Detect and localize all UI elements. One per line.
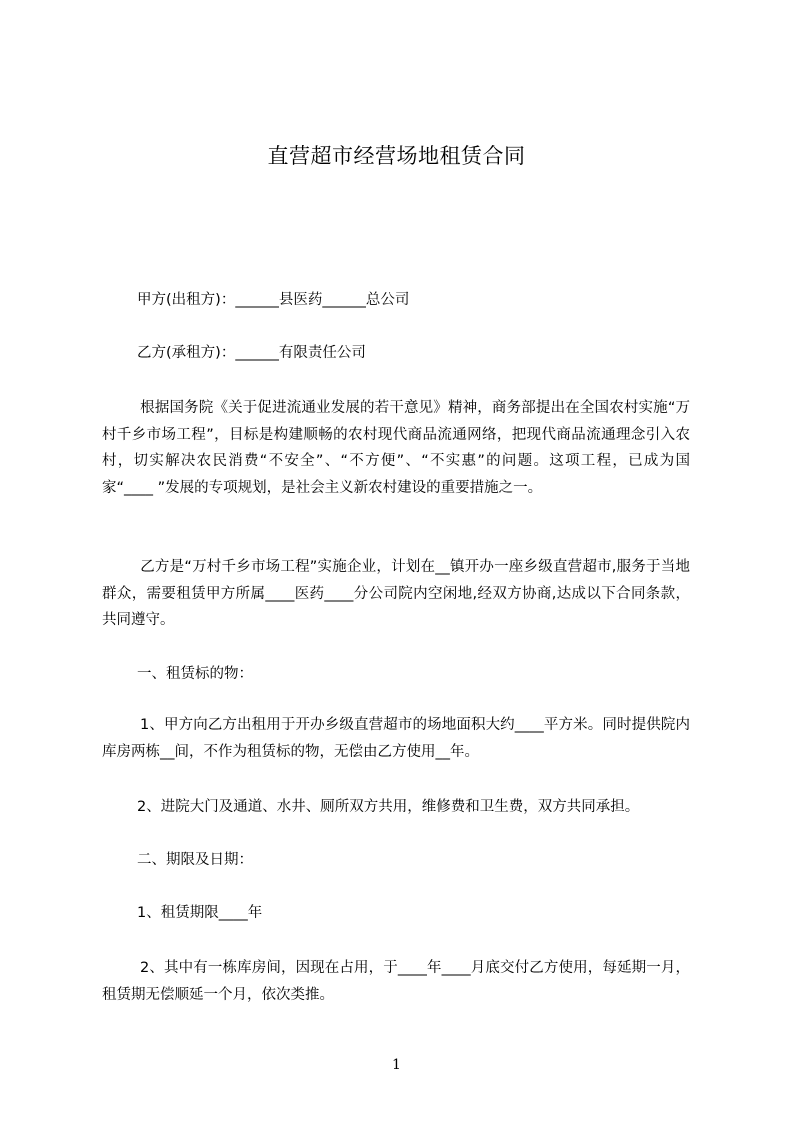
party-a-line: 甲方(出租方)：______县医药______总公司: [137, 292, 410, 308]
paragraph-party-b-intro-text: 乙方是“万村千乡市场工程”实施企业，计划在__镇开办一座乡级直营超市,服务于当地群众，需要租赁甲方所属____医药____分公司院内空闲地,经双方协商,达成以下合同条款，共同遵守。: [102, 559, 690, 628]
section-1-item-1-text: 1、甲方向乙方出租用于开办乡级直营超市的场地面积大约____平方米。同时提供院内库房两栋__间，不作为租赁标的物，无偿由乙方使用__年。: [102, 717, 690, 760]
section-2-item-2: [102, 955, 690, 1008]
paragraph-background: [102, 395, 690, 501]
section-1-item-1: [102, 712, 690, 765]
section-1-heading: 一、租赁标的物：: [137, 666, 253, 682]
page-number: 1: [392, 1057, 401, 1073]
paragraph-party-b-intro: [102, 554, 690, 634]
section-2-item-1: 1、租赁期限____年: [137, 905, 263, 921]
section-1-item-2: 2、进院大门及通道、水井、厕所双方共用，维修费和卫生费，双方共同承担。: [137, 799, 640, 815]
document-title: 直营超市经营场地租赁合同: [267, 144, 526, 168]
party-b-line: 乙方(承租方)：______有限责任公司: [137, 345, 366, 361]
paragraph-background-text: 根据国务院《关于促进流通业发展的若干意见》精神，商务部提出在全国农村实施“万村千乡市场工程”，目标是构建顺畅的农村现代商品流通网络，把现代商品流通理念引入农村，切实解决农民消费“不安全”、“不方便”、“不实惠”的问题。这项工程，已成为国家“____ ”发展的专项规划，是社会主义新农村建设的重要措施之一。: [102, 400, 690, 496]
section-2-heading: 二、期限及日期：: [137, 852, 253, 868]
section-2-item-2-text: 2、其中有一栋库房间，因现在占用，于____年____月底交付乙方使用，每延期一月，租赁期无偿顺延一个月，依次类推。: [102, 960, 690, 1003]
